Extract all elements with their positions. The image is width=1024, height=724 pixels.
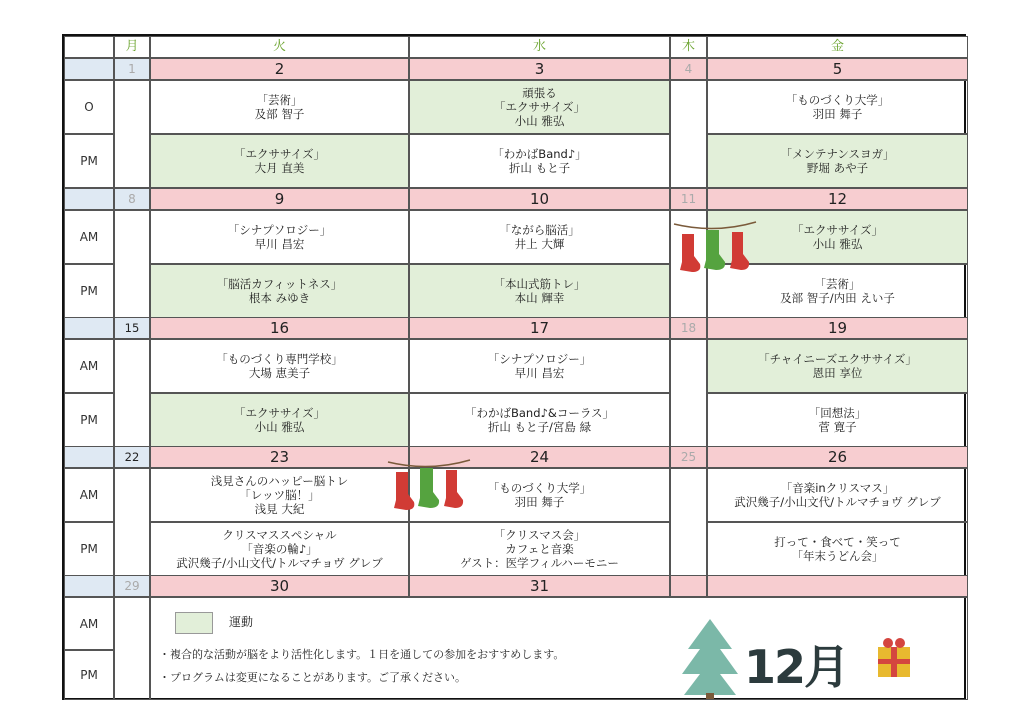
date-wed-line: 31 — [529, 577, 550, 595]
month-label: 12月 — [744, 640, 849, 694]
gift-icon — [876, 635, 912, 679]
date-thu-line: 11 — [680, 192, 697, 206]
activity-wed-am — [409, 339, 670, 393]
date-row-corner — [64, 446, 114, 468]
slot-am — [64, 468, 114, 522]
mon-empty — [114, 468, 150, 576]
thu-empty — [670, 468, 707, 576]
slot-pm-line: PM — [80, 284, 98, 298]
activity-fri-pm-line: 「メンテナンスヨガ」 — [780, 147, 895, 161]
note-1: ・複合的な活動が脳をより活性化します。１日を通しての参加をおすすめします。 — [159, 648, 565, 661]
activity-tue-pm — [150, 264, 409, 318]
activity-wed-am — [409, 80, 670, 134]
slot-am-line: AM — [79, 488, 99, 502]
slot-pm — [64, 522, 114, 576]
mon-empty — [114, 80, 150, 188]
date-fri — [707, 188, 968, 210]
date-fri-line: 19 — [827, 319, 848, 337]
activity-tue-pm-line: 根本 みゆき — [248, 291, 311, 305]
header-thu — [670, 36, 707, 58]
activity-wed-am-line: 「シナプソロジー」 — [487, 352, 592, 366]
note-2: ・プログラムは変更になることがあります。ご了承ください。 — [159, 671, 467, 684]
activity-wed-pm — [409, 393, 670, 447]
date-wed-line: 24 — [529, 448, 550, 466]
activity-wed-am-line: 「ながら脳活」 — [499, 223, 580, 237]
date-row-corner — [64, 188, 114, 210]
activity-tue-am-line: 「ものづくり専門学校」 — [216, 352, 343, 366]
activity-wed-pm-line: 折山 もと子 — [508, 161, 571, 175]
calendar-grid — [62, 34, 966, 700]
slot-am-line: AM — [79, 359, 99, 373]
activity-tue-am — [150, 468, 409, 522]
activity-wed-pm-line: 「わかばBand♪&コーラス」 — [465, 406, 614, 420]
header-fri-line: 金 — [830, 39, 844, 54]
slot-am — [64, 597, 114, 650]
date-wed-line: 17 — [529, 319, 550, 337]
date-tue-line: 9 — [274, 190, 285, 208]
date-mon — [114, 58, 150, 80]
date-thu — [670, 188, 707, 210]
activity-wed-am-line: 早川 昌宏 — [514, 366, 565, 380]
date-wed-line: 3 — [534, 60, 545, 78]
activity-tue-pm-line: 「エクササイズ」 — [233, 147, 326, 161]
activity-tue-pm-line: 「音楽の輪♪」 — [241, 542, 318, 556]
activity-wed-am — [409, 210, 670, 264]
legend-label: 運動 — [229, 615, 254, 629]
thu-empty — [670, 339, 707, 447]
thu-empty — [670, 80, 707, 188]
activity-fri-am-line: 恩田 享位 — [812, 366, 863, 380]
header-wed — [409, 36, 670, 58]
activity-fri-pm-line: 「芸術」 — [814, 277, 861, 291]
mon-empty — [114, 339, 150, 447]
activity-tue-pm-line: 小山 雅弘 — [254, 420, 305, 434]
date-fri-line: 5 — [832, 60, 843, 78]
activity-tue-pm — [150, 134, 409, 188]
activity-fri-am — [707, 80, 968, 134]
date-mon — [114, 188, 150, 210]
activity-tue-pm-line: クリスマススペシャル — [222, 528, 337, 542]
activity-fri-am-line: 小山 雅弘 — [812, 237, 863, 251]
date-fri — [707, 58, 968, 80]
activity-fri-pm-line: 「回想法」 — [808, 406, 867, 420]
activity-fri-am-line: 武沢幾子/小山文代/トルマチョヴ グレブ — [734, 495, 941, 509]
activity-fri-am — [707, 468, 968, 522]
date-wed — [409, 575, 670, 597]
activity-tue-pm-line: 大月 直美 — [254, 161, 305, 175]
activity-fri-pm-line: 打って・食べて・笑って — [774, 535, 901, 549]
activity-tue-pm — [150, 522, 409, 576]
activity-tue-pm-line: 「エクササイズ」 — [233, 406, 326, 420]
activity-tue-pm-line: 武沢幾子/小山文代/トルマチョヴ グレブ — [176, 556, 383, 570]
date-mon-line: 29 — [124, 579, 140, 593]
header-mon — [114, 36, 150, 58]
date-mon-line: 1 — [128, 62, 136, 76]
activity-tue-am — [150, 339, 409, 393]
activity-wed-pm — [409, 264, 670, 318]
activity-fri-am — [707, 339, 968, 393]
header-fri — [707, 36, 968, 58]
activity-wed-pm-line: 折山 もと子/宮島 緑 — [487, 420, 592, 434]
date-fri — [707, 575, 968, 597]
slot-am — [64, 80, 114, 134]
month-badge — [680, 611, 920, 701]
activity-fri-pm-line: 菅 寛子 — [818, 420, 857, 434]
date-wed-line: 10 — [529, 190, 550, 208]
slot-am — [64, 210, 114, 264]
slot-pm-line: PM — [80, 542, 98, 556]
activity-wed-pm-line: ゲスト：医学フィルハーモニー — [460, 556, 619, 570]
date-thu — [670, 58, 707, 80]
activity-wed-pm-line: 本山 輝幸 — [514, 291, 565, 305]
activity-wed-am-line: 井上 大輝 — [514, 237, 565, 251]
activity-tue-am-line: 「芸術」 — [256, 93, 303, 107]
date-wed — [409, 188, 670, 210]
date-thu — [670, 575, 707, 597]
date-wed — [409, 58, 670, 80]
date-mon — [114, 575, 150, 597]
date-tue — [150, 446, 409, 468]
activity-tue-am — [150, 80, 409, 134]
activity-tue-pm-line: 「脳活カフィットネス」 — [216, 277, 343, 291]
date-tue-line: 2 — [274, 60, 285, 78]
date-fri-line: 12 — [827, 190, 848, 208]
activity-wed-am-line: 小山 雅弘 — [514, 114, 565, 128]
header-corner — [64, 36, 114, 58]
activity-wed-am-line: 羽田 舞子 — [514, 495, 565, 509]
activity-wed-pm — [409, 522, 670, 576]
date-fri — [707, 317, 968, 339]
slot-pm — [64, 650, 114, 700]
activity-fri-pm-line: 「年末うどん会」 — [791, 549, 884, 563]
activity-wed-pm — [409, 134, 670, 188]
activity-fri-am-line: 「エクササイズ」 — [791, 223, 884, 237]
date-fri-line: 26 — [827, 448, 848, 466]
activity-fri-pm — [707, 522, 968, 576]
date-tue-line: 16 — [269, 319, 290, 337]
activity-fri-pm — [707, 134, 968, 188]
date-mon — [114, 317, 150, 339]
activity-tue-am-line: 「レッツ脳！」 — [239, 488, 320, 502]
date-thu — [670, 446, 707, 468]
date-fri — [707, 446, 968, 468]
date-tue-line: 30 — [269, 577, 290, 595]
slot-am-line: AM — [79, 230, 99, 244]
activity-fri-pm-line: 野堀 あや子 — [806, 161, 869, 175]
mon-empty — [114, 597, 150, 700]
activity-fri-pm — [707, 393, 968, 447]
slot-pm-line: PM — [80, 154, 98, 168]
activity-wed-pm-line: カフェと音楽 — [505, 542, 574, 556]
header-tue-line: 火 — [272, 39, 286, 54]
header-thu-line: 木 — [681, 39, 695, 54]
activity-fri-am-line: 「音楽inクリスマス」 — [780, 481, 895, 495]
mon-empty — [114, 210, 150, 318]
date-tue — [150, 58, 409, 80]
legend-green-swatch — [175, 612, 213, 634]
activity-fri-am-line: 羽田 舞子 — [812, 107, 863, 121]
activity-tue-am-line: 大場 恵美子 — [248, 366, 311, 380]
activity-tue-am — [150, 210, 409, 264]
activity-fri-am-line: 「チャイニーズエクササイズ」 — [758, 352, 917, 366]
activity-wed-pm-line: 「わかばBand♪」 — [492, 147, 587, 161]
activity-tue-am-line: 早川 昌宏 — [254, 237, 305, 251]
date-tue — [150, 317, 409, 339]
activity-fri-pm-line: 及部 智子/内田 えい子 — [780, 291, 895, 305]
date-mon — [114, 446, 150, 468]
date-mon-line: 8 — [128, 192, 136, 206]
slot-pm — [64, 264, 114, 318]
date-thu-line: 18 — [680, 321, 697, 335]
tree-icon — [680, 619, 740, 699]
header-mon-line: 月 — [125, 39, 139, 54]
activity-tue-am-line: 浅見さんのハッピー脳トレ — [210, 474, 349, 488]
header-tue — [150, 36, 409, 58]
slot-pm-line: PM — [80, 668, 98, 682]
date-tue-line: 23 — [269, 448, 290, 466]
stockings-icon — [672, 216, 758, 284]
activity-tue-pm — [150, 393, 409, 447]
date-thu — [670, 317, 707, 339]
activity-wed-pm-line: 「本山式筋トレ」 — [493, 277, 586, 291]
activity-wed-am-line: 頑張る — [522, 86, 557, 100]
date-row-corner — [64, 317, 114, 339]
date-thu-line: 25 — [680, 450, 697, 464]
activity-tue-am-line: 及部 智子 — [254, 107, 305, 121]
activity-wed-am-line: 「ものづくり大学」 — [487, 481, 592, 495]
slot-am-line: AM — [79, 616, 99, 631]
activity-wed-am-line: 「エクササイズ」 — [493, 100, 586, 114]
slot-pm-line: PM — [80, 413, 98, 427]
date-mon-line: 22 — [124, 450, 140, 464]
date-thu-line: 4 — [684, 62, 693, 76]
activity-fri-am-line: 「ものづくり大学」 — [785, 93, 890, 107]
stockings-icon — [386, 454, 472, 522]
header-wed-line: 水 — [532, 39, 546, 54]
activity-tue-am-line: 浅見 大紀 — [254, 502, 305, 516]
slot-am — [64, 339, 114, 393]
date-wed — [409, 317, 670, 339]
date-tue — [150, 575, 409, 597]
slot-pm — [64, 134, 114, 188]
activity-wed-pm-line: 「クリスマス会」 — [493, 528, 586, 542]
date-row-corner — [64, 58, 114, 80]
date-mon-line: 15 — [124, 321, 140, 335]
date-row-corner — [64, 575, 114, 597]
activity-tue-am-line: 「シナプソロジー」 — [227, 223, 332, 237]
date-tue — [150, 188, 409, 210]
slot-pm — [64, 393, 114, 447]
slot-am-line: O — [84, 100, 94, 114]
